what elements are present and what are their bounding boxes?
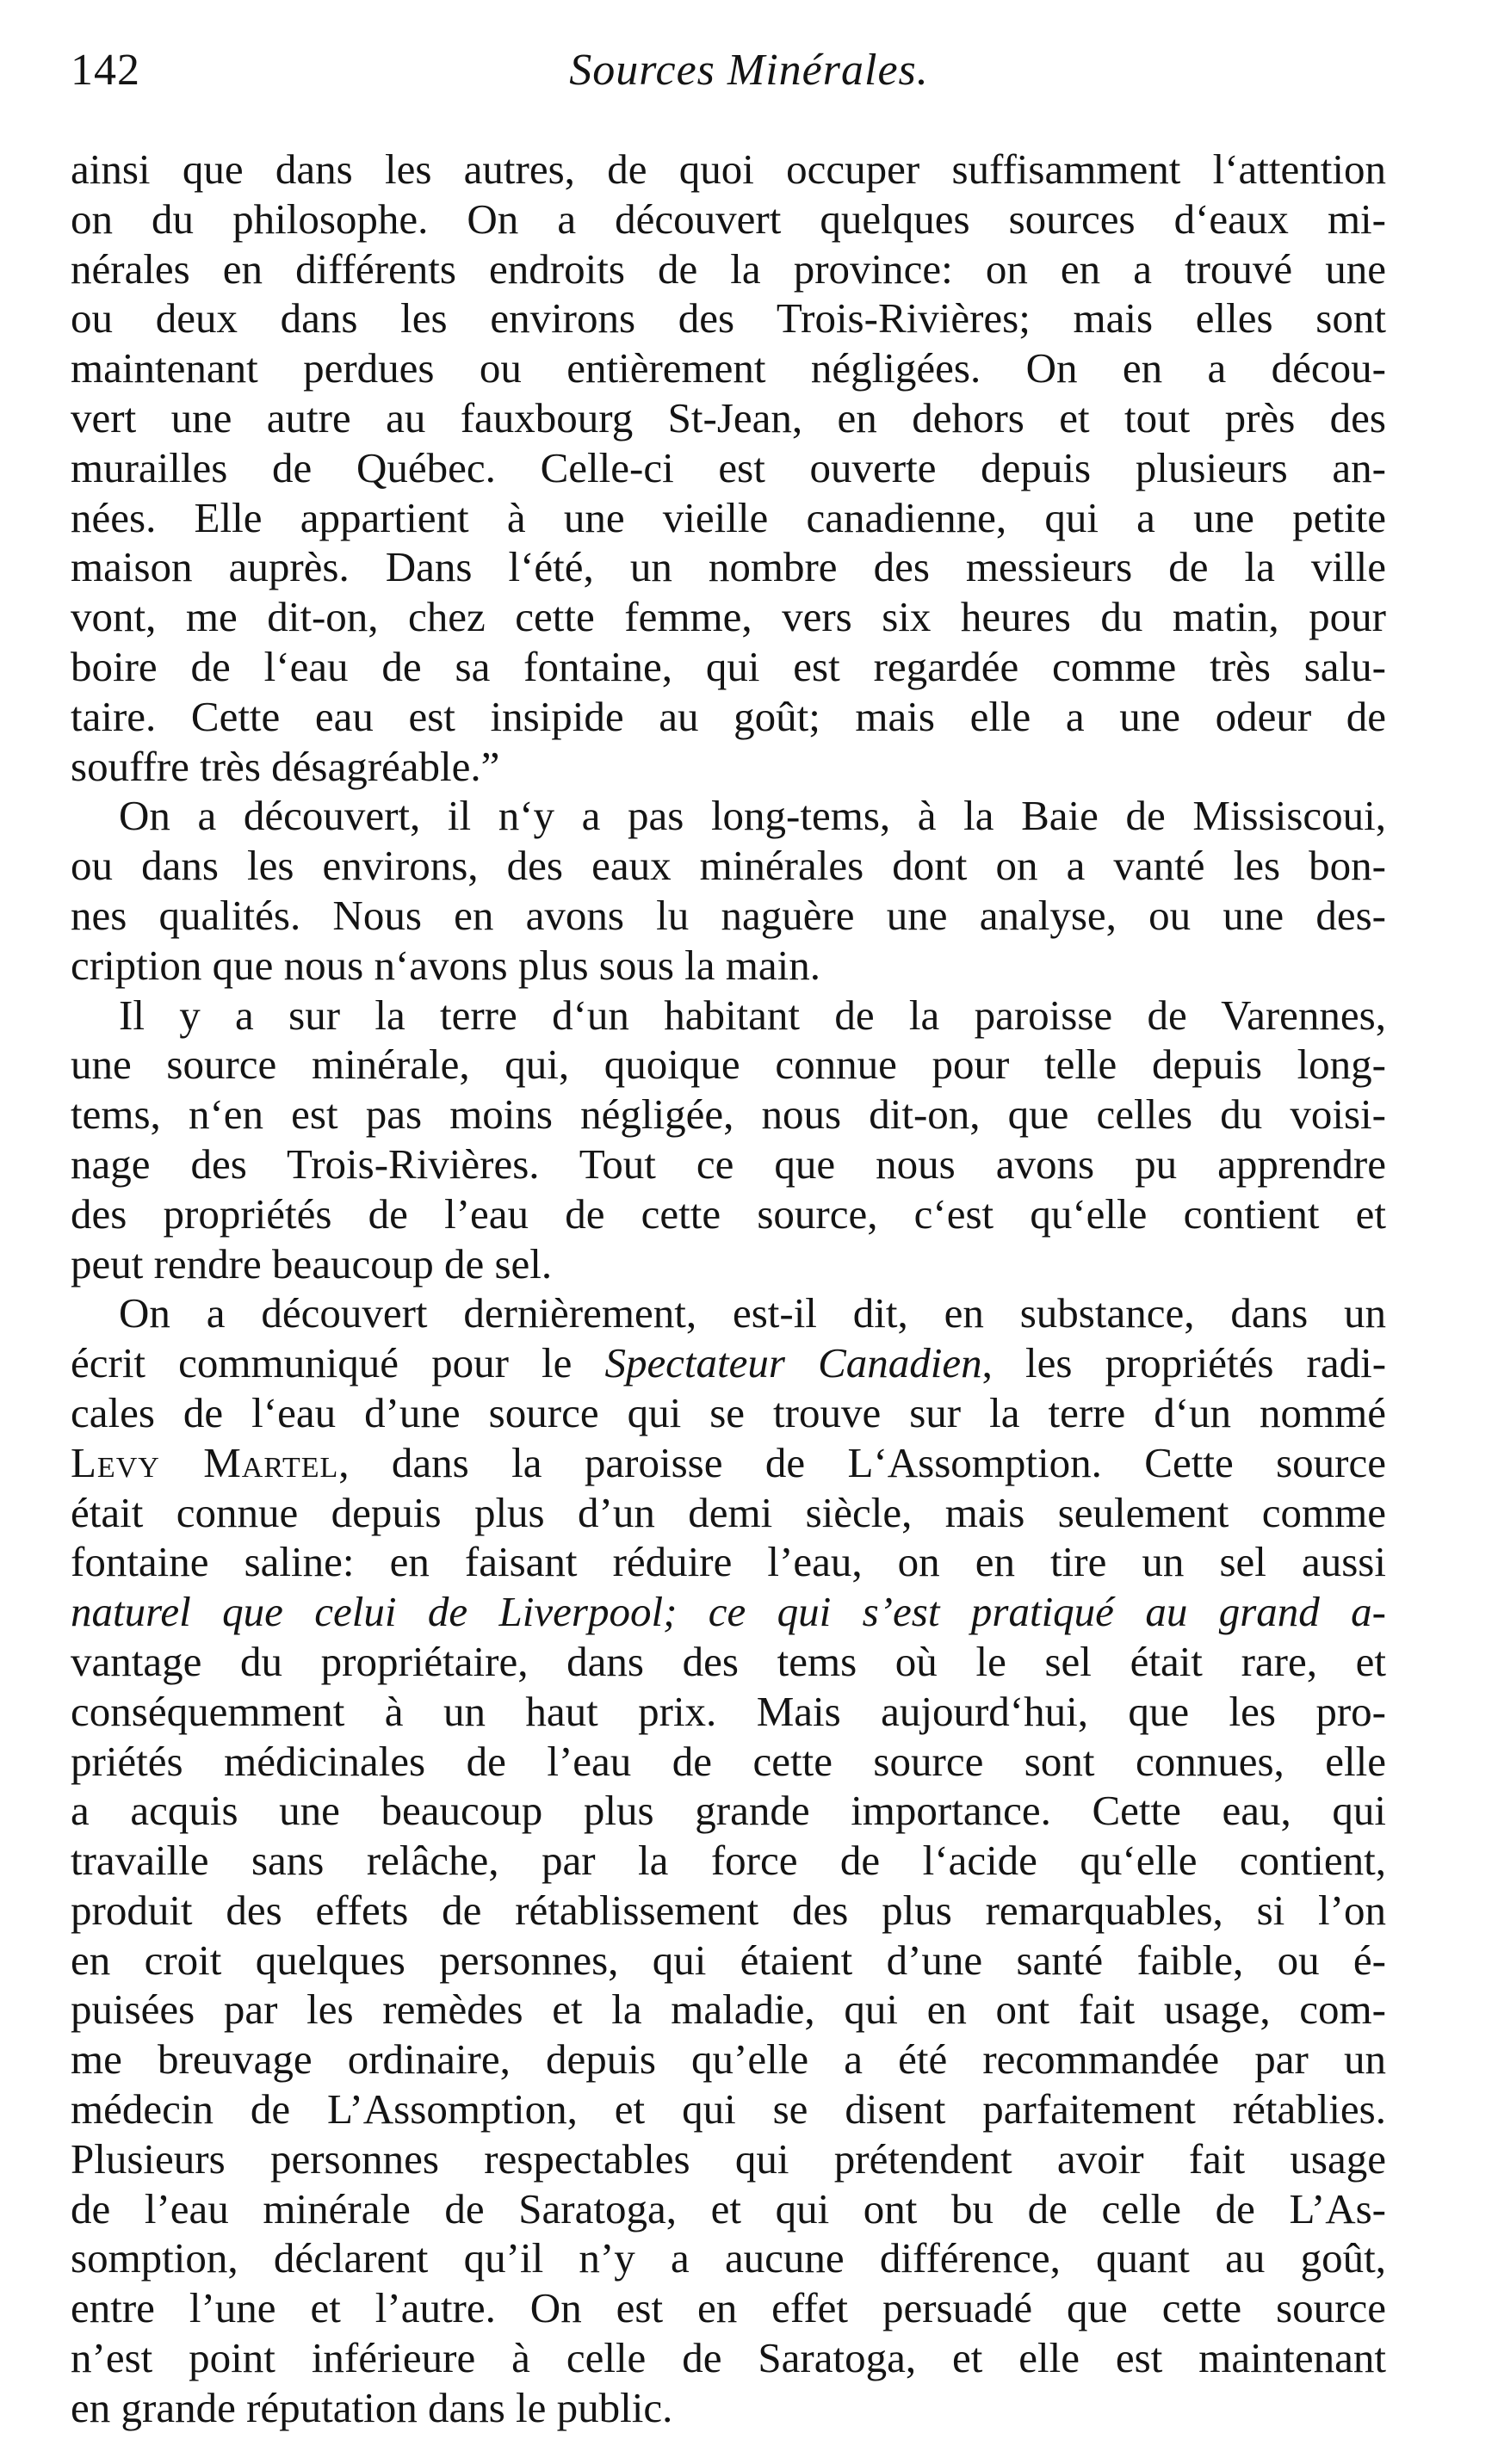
text-line: travaille sans relâche, par la force de l‘acide qu‘elle contient, (71, 1837, 1386, 1885)
text-line: On a découvert, il n‘y a pas long-tems, à la Baie de Missiscoui, (119, 792, 1386, 840)
text-line: vantage du propriétaire, dans des tems où le sel était rare, et (71, 1637, 1386, 1685)
text-line: ou deux dans les environs des Trois-Rivières; mais elles sont (71, 294, 1386, 343)
text-line: a acquis une beaucoup plus grande importance. Cette eau, qui (71, 1787, 1386, 1835)
text-line: vont, me dit-on, chez cette femme, vers six heures du matin, pour (71, 593, 1386, 641)
person-name: Levy Martel (71, 1438, 339, 1486)
text-line: Plusieurs personnes respectables qui prétendent avoir fait usage (71, 2134, 1386, 2183)
text-line: naturel que celui de Liverpool; ce qui s’est pratiqué au grand a- (71, 1588, 1386, 1636)
text-line: Il y a sur la terre d‘un habitant de la paroisse de Varennes, (119, 991, 1386, 1039)
publication-title: Spectateur Canadien (604, 1339, 982, 1387)
text-run: écrit communiqué pour le (71, 1339, 605, 1387)
text-line: On a découvert dernièrement, est-il dit, en substance, dans un (119, 1289, 1386, 1337)
text-line: vert une autre au fauxbourg St-Jean, en dehors et tout près des (71, 393, 1386, 442)
page-header (71, 34, 1427, 112)
text-line: on du philosophe. On a découvert quelques sources d‘eaux mi- (71, 195, 1386, 243)
text-line: murailles de Québec. Celle-ci est ouverte depuis plusieurs an- (71, 443, 1386, 491)
text-line (71, 1338, 1386, 1388)
text-line: taire. Cette eau est insipide au goût; mais elle a une odeur de (71, 692, 1386, 740)
running-title: Sources Minérales. (569, 46, 929, 95)
text-line: cription que nous n‘avons plus sous la main. (71, 941, 821, 989)
text-line: nage des Trois-Rivières. Tout ce que nous avons pu apprendre (71, 1139, 1386, 1188)
text-line: produit des effets de rétablissement des plus remarquables, si l’on (71, 1886, 1386, 1934)
text-line: ainsi que dans les autres, de quoi occuper suffisamment l‘attention (71, 145, 1386, 193)
text-line: peut rendre beaucoup de sel. (71, 1239, 553, 1288)
text-line: priétés médicinales de l’eau de cette source sont connues, elle (71, 1737, 1386, 1785)
text-line: de l’eau minérale de Saratoga, et qui ont bu de celle de L’As- (71, 2184, 1386, 2232)
text-line: en grande réputation dans le public. (71, 2383, 673, 2431)
text-line: n’est point inférieure à celle de Saratoga, et elle est maintenant (71, 2334, 1386, 2382)
text-line: somption, déclarent qu’il n’y a aucune différence, quant au goût, (71, 2234, 1386, 2282)
text-line: conséquemment à un haut prix. Mais aujourd‘hui, que les pro- (71, 1687, 1386, 1735)
page-number: 142 (71, 46, 140, 95)
text-line: des propriétés de l’eau de cette source, c‘est qu‘elle contient et (71, 1189, 1386, 1238)
text-run: , les propriétés radi- (981, 1339, 1387, 1387)
paragraph-1 (71, 145, 1386, 791)
text-line: nérales en différents endroits de la province: on en a trouvé une (71, 244, 1386, 293)
text-line: entre l’une et l’autre. On est en effet persuadé que cette source (71, 2284, 1386, 2332)
text-line: médecin de L’Assomption, et qui se disent parfaitement rétablies. (71, 2085, 1386, 2134)
text-line: me breuvage ordinaire, depuis qu’elle a été recommandée par un (71, 2035, 1386, 2084)
text-line: ou dans les environs, des eaux minérales dont on a vanté les bon- (71, 842, 1386, 890)
text-line (71, 1438, 1386, 1488)
page-body (71, 145, 1386, 2433)
text-line: nes qualités. Nous en avons lu naguère une analyse, ou une des- (71, 891, 1386, 939)
text-line: tems, n‘en est pas moins négligée, nous dit-on, que celles du voisi- (71, 1090, 1386, 1139)
text-line: nées. Elle appartient à une vieille canadienne, qui a une petite (71, 493, 1386, 541)
text-line: boire de l‘eau de sa fontaine, qui est regardée comme très salu- (71, 642, 1386, 690)
text-line: était connue depuis plus d’un demi siècle, mais seulement comme (71, 1488, 1386, 1536)
paragraph-3 (71, 991, 1386, 1289)
text-line: en croit quelques personnes, qui étaient d’une santé faible, ou é- (71, 1936, 1386, 1984)
text-run: , dans la paroisse de L‘Assomption. Cette source (338, 1438, 1386, 1486)
text-line: puisées par les remèdes et la maladie, qui en ont fait usage, com- (71, 1985, 1386, 2034)
text-line: maintenant perdues ou entièrement négligées. On en a décou- (71, 344, 1386, 392)
text-line: une source minérale, qui, quoique connue pour telle depuis long- (71, 1041, 1386, 1089)
text-line: cales de l‘eau d’une source qui se trouve sur la terre d‘un nommé (71, 1388, 1386, 1436)
text-line: fontaine saline: en faisant réduire l’eau, on en tire un sel aussi (71, 1538, 1386, 1586)
paragraph-2 (71, 791, 1386, 990)
text-line: souffre très désagréable.” (71, 742, 500, 790)
paragraph-4 (71, 1288, 1386, 2432)
text-line: maison auprès. Dans l‘été, un nombre des messieurs de la ville (71, 543, 1386, 591)
